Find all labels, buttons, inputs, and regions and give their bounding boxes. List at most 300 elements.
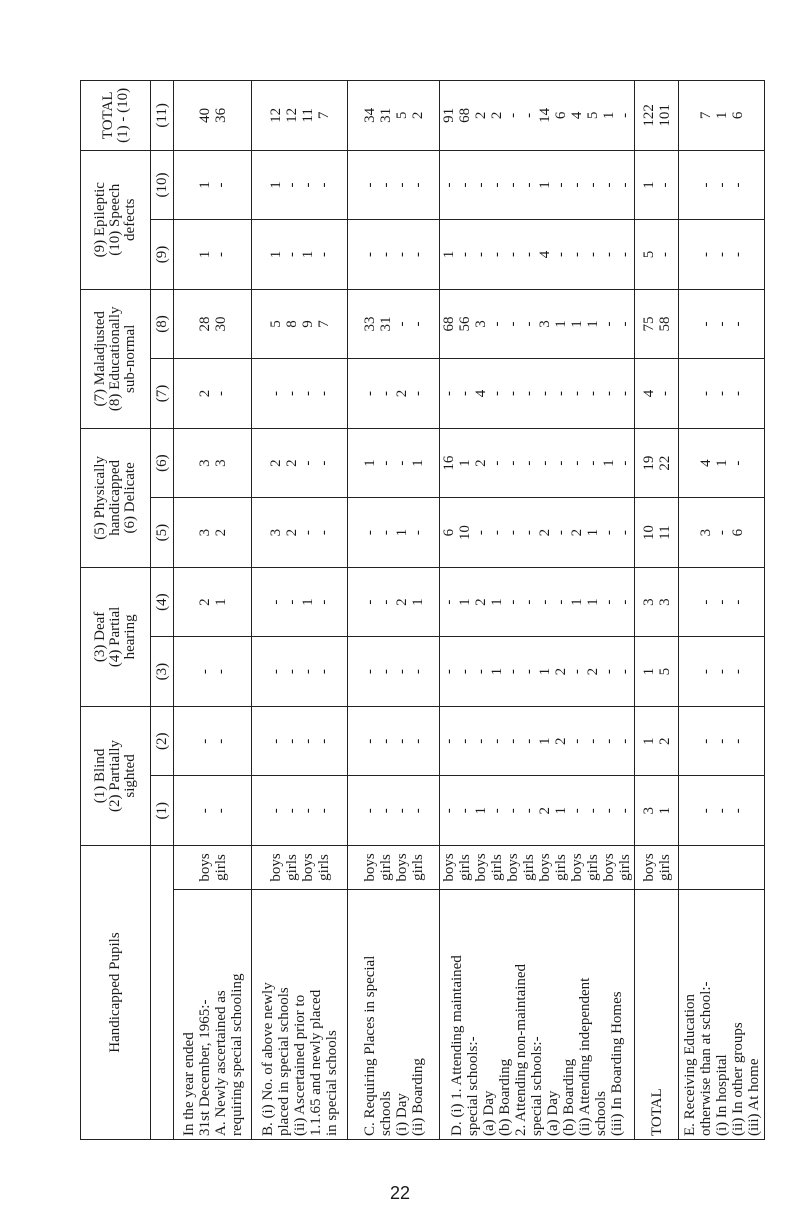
- cell-value: -: [377, 738, 394, 744]
- cell-value: -: [569, 738, 585, 744]
- value-cell: [252, 428, 348, 498]
- cell-value: -: [713, 182, 730, 188]
- gender-label: boys: [267, 853, 284, 882]
- row-label-line: 2. Attending non-maintained: [513, 963, 529, 1136]
- cell-value: -: [617, 460, 633, 466]
- cell-value: -: [601, 738, 617, 744]
- value-cell: [440, 428, 635, 498]
- cell-value: 5: [585, 111, 601, 120]
- cell-value: 1: [601, 459, 617, 467]
- cell-value: -: [315, 460, 332, 466]
- cell-value: -: [729, 669, 746, 675]
- cell-value: -: [212, 738, 229, 744]
- value-cell: [635, 289, 679, 359]
- cell-value: -: [553, 391, 569, 397]
- cell-value: -: [283, 738, 300, 744]
- value-cell: [348, 289, 440, 359]
- cell-value: -: [196, 669, 213, 675]
- cell-value: -: [196, 738, 213, 744]
- row-label-line: 1.1.65 and newly placed: [307, 989, 324, 1136]
- cell-value: -: [267, 808, 284, 814]
- cell-value: -: [505, 321, 521, 327]
- value-cell: [679, 567, 765, 637]
- col-number: (1): [151, 776, 174, 846]
- cell-value: -: [299, 808, 316, 814]
- cell-value: 3: [656, 598, 673, 606]
- cell-value: 8: [283, 320, 300, 328]
- cell-value: -: [212, 251, 229, 257]
- cell-value: 1: [457, 459, 473, 467]
- value-cell: [679, 81, 765, 151]
- cell-value: 3: [697, 528, 714, 537]
- cell-value: -: [361, 251, 378, 257]
- value-cell: [348, 428, 440, 498]
- row-label: [635, 890, 679, 1140]
- cell-value: -: [377, 251, 394, 257]
- cell-value: 2: [196, 598, 213, 606]
- gender-label: [698, 849, 714, 886]
- gender-label: boys: [441, 853, 457, 882]
- cell-value: -: [361, 669, 378, 675]
- cell-value: -: [697, 251, 714, 257]
- cell-value: -: [585, 460, 601, 466]
- cell-value: -: [617, 530, 633, 536]
- gender-label: girls: [489, 854, 505, 881]
- cell-value: -: [457, 808, 473, 814]
- cell-value: -: [393, 321, 410, 327]
- gender-label: girls: [553, 854, 569, 881]
- cell-value: -: [473, 530, 489, 536]
- cell-value: 1: [713, 111, 730, 120]
- cell-value: 6: [729, 111, 746, 120]
- value-cell: [252, 220, 348, 290]
- row-label-line: requiring special schooling: [228, 973, 245, 1136]
- value-cell: [348, 567, 440, 637]
- gender-label: girls: [377, 854, 394, 881]
- value-cell: [440, 498, 635, 568]
- cell-value: -: [441, 182, 457, 188]
- cell-value: -: [585, 251, 601, 257]
- cell-value: 9: [299, 320, 316, 328]
- row-label-line: (i) In hospital: [713, 1054, 730, 1136]
- cell-value: -: [585, 182, 601, 188]
- row-label-line: (b) Boarding: [497, 1058, 513, 1136]
- cell-value: 101: [656, 104, 673, 127]
- value-cell: [252, 498, 348, 568]
- value-cell: [252, 637, 348, 707]
- cell-value: -: [521, 251, 537, 257]
- row-label-line: schools: [377, 1091, 394, 1136]
- value-cell: [252, 289, 348, 359]
- cell-value: -: [553, 251, 569, 257]
- cell-value: -: [585, 391, 601, 397]
- cell-value: -: [393, 251, 410, 257]
- cell-value: -: [713, 391, 730, 397]
- cell-value: -: [505, 182, 521, 188]
- cell-value: 1: [267, 250, 284, 259]
- value-cell: [635, 81, 679, 151]
- cell-value: 22: [656, 455, 673, 471]
- header-blind: (1) Blind (2) Partially sighted: [81, 706, 151, 845]
- cell-value: -: [409, 321, 426, 327]
- cell-value: 2: [553, 667, 569, 676]
- row-label-line: in special schools: [323, 1030, 340, 1136]
- cell-value: 1: [585, 598, 601, 606]
- value-cell: [440, 220, 635, 290]
- cell-value: -: [521, 321, 537, 327]
- cell-value: 1: [489, 598, 505, 606]
- cell-value: -: [601, 669, 617, 675]
- cell-value: 7: [697, 111, 714, 120]
- cell-value: 1: [640, 181, 657, 189]
- cell-value: -: [585, 808, 601, 814]
- cell-value: 2: [393, 389, 410, 398]
- table-row: [252, 81, 348, 1140]
- cell-value: -: [393, 669, 410, 675]
- cell-value: -: [585, 738, 601, 744]
- value-cell: [635, 776, 679, 846]
- cell-value: 2: [267, 459, 284, 467]
- col-number: (10): [151, 150, 174, 220]
- cell-value: -: [283, 669, 300, 675]
- gender-labels: [174, 846, 252, 890]
- cell-value: -: [521, 530, 537, 536]
- cell-value: -: [489, 460, 505, 466]
- cell-value: 2: [473, 598, 489, 606]
- cell-value: -: [489, 182, 505, 188]
- row-label-line: (i) Day: [393, 1093, 410, 1136]
- cell-value: 1: [409, 459, 426, 467]
- row-label-line: 31st December, 1965:-: [196, 999, 213, 1136]
- cell-value: -: [729, 460, 746, 466]
- cell-value: 2: [569, 528, 585, 537]
- cell-value: -: [196, 808, 213, 814]
- cell-value: 11: [656, 525, 673, 540]
- row-label: [679, 890, 765, 1140]
- row-label-line: (a) Day: [545, 1090, 561, 1136]
- cell-value: -: [409, 391, 426, 397]
- row-label-line: (ii) In other groups: [729, 1022, 746, 1136]
- cell-value: 2: [212, 528, 229, 537]
- cell-value: 2: [409, 111, 426, 120]
- cell-value: 3: [640, 806, 657, 815]
- cell-value: -: [361, 738, 378, 744]
- gender-label: girls: [283, 854, 300, 881]
- cell-value: -: [441, 599, 457, 605]
- cell-value: 1: [457, 598, 473, 606]
- value-cell: [174, 428, 252, 498]
- cell-value: 3: [473, 320, 489, 328]
- cell-value: 4: [569, 111, 585, 120]
- col-number: (6): [151, 428, 174, 498]
- cell-value: 3: [212, 459, 229, 467]
- row-label-line: E. Receiving Education: [681, 993, 698, 1136]
- row-label-line: otherwise than at school:-: [697, 981, 714, 1136]
- gender-label: [730, 849, 746, 886]
- cell-value: -: [521, 112, 537, 118]
- cell-value: -: [569, 251, 585, 257]
- gender-label: girls: [521, 854, 537, 881]
- cell-value: 1: [713, 459, 730, 467]
- cell-value: 1: [569, 320, 585, 328]
- cell-value: -: [656, 391, 673, 397]
- col-number: (3): [151, 637, 174, 707]
- gender-label: boys: [196, 853, 213, 882]
- value-cell: [679, 150, 765, 220]
- cell-value: -: [713, 530, 730, 536]
- cell-value: 12: [267, 107, 284, 123]
- page-number: 22: [389, 1183, 411, 1203]
- row-label: [252, 890, 348, 1140]
- gender-label: boys: [299, 853, 316, 882]
- gender-label: boys: [505, 853, 521, 882]
- value-cell: [252, 567, 348, 637]
- cell-value: -: [569, 391, 585, 397]
- cell-value: -: [473, 182, 489, 188]
- cell-value: 58: [656, 316, 673, 332]
- cell-value: 1: [441, 250, 457, 259]
- cell-value: -: [553, 460, 569, 466]
- value-cell: [679, 637, 765, 707]
- cell-value: -: [361, 808, 378, 814]
- cell-value: 4: [640, 389, 657, 398]
- cell-value: -: [393, 738, 410, 744]
- cell-value: 1: [640, 667, 657, 676]
- cell-value: 1: [196, 181, 213, 189]
- cell-value: 1: [537, 181, 553, 189]
- cell-value: -: [489, 391, 505, 397]
- cell-value: -: [569, 669, 585, 675]
- cell-value: -: [505, 808, 521, 814]
- rotated-table: [80, 80, 800, 1140]
- cell-value: 2: [196, 389, 213, 398]
- row-label-line: special schools:-: [465, 1036, 481, 1136]
- cell-value: 1: [569, 598, 585, 606]
- cell-value: -: [267, 391, 284, 397]
- cell-value: 11: [299, 108, 316, 123]
- cell-value: 2: [283, 528, 300, 537]
- cell-value: -: [601, 530, 617, 536]
- cell-value: -: [377, 391, 394, 397]
- cell-value: -: [697, 738, 714, 744]
- cell-value: 1: [553, 320, 569, 328]
- cell-value: 10: [640, 525, 657, 541]
- cell-value: -: [601, 182, 617, 188]
- cell-value: -: [617, 738, 633, 744]
- gender-label: boys: [640, 853, 657, 882]
- value-cell: [679, 776, 765, 846]
- cell-value: -: [409, 669, 426, 675]
- cell-value: -: [505, 599, 521, 605]
- table-body: [174, 81, 765, 1140]
- table-container: [80, 80, 800, 1140]
- cell-value: -: [393, 460, 410, 466]
- cell-value: -: [441, 808, 457, 814]
- cell-value: 2: [537, 528, 553, 537]
- cell-value: 1: [196, 250, 213, 259]
- value-cell: [679, 498, 765, 568]
- cell-value: 6: [553, 111, 569, 120]
- cell-value: -: [569, 808, 585, 814]
- value-cell: [348, 637, 440, 707]
- cell-value: -: [697, 391, 714, 397]
- gender-label: girls: [457, 854, 473, 881]
- cell-value: 2: [283, 459, 300, 467]
- row-label-line: In the year ended: [180, 1032, 197, 1136]
- cell-value: 1: [409, 598, 426, 606]
- cell-value: 19: [640, 455, 657, 471]
- cell-value: -: [361, 530, 378, 536]
- cell-value: -: [505, 669, 521, 675]
- cell-value: 5: [656, 667, 673, 676]
- value-cell: [679, 359, 765, 429]
- cell-value: -: [361, 391, 378, 397]
- cell-value: -: [315, 599, 332, 605]
- cell-value: -: [729, 738, 746, 744]
- cell-value: 6: [729, 528, 746, 537]
- row-label-line: (iii) In Boarding Homes: [609, 991, 625, 1136]
- value-cell: [635, 637, 679, 707]
- value-cell: [635, 220, 679, 290]
- value-cell: [348, 706, 440, 776]
- value-cell: [252, 776, 348, 846]
- cell-value: 4: [537, 250, 553, 259]
- gender-label: girls: [315, 854, 332, 881]
- cell-value: -: [315, 391, 332, 397]
- value-cell: [440, 637, 635, 707]
- cell-value: -: [537, 599, 553, 605]
- value-cell: [679, 289, 765, 359]
- cell-value: -: [441, 669, 457, 675]
- cell-value: 1: [473, 806, 489, 815]
- row-label-line: TOTAL: [648, 1088, 665, 1136]
- cell-value: -: [521, 738, 537, 744]
- cell-value: -: [601, 391, 617, 397]
- cell-value: -: [473, 251, 489, 257]
- cell-value: -: [553, 182, 569, 188]
- cell-value: -: [393, 182, 410, 188]
- cell-value: 1: [656, 806, 673, 815]
- cell-value: 5: [267, 320, 284, 328]
- cell-value: -: [505, 112, 521, 118]
- cell-value: 1: [585, 320, 601, 328]
- cell-value: -: [283, 391, 300, 397]
- value-cell: [348, 776, 440, 846]
- cell-value: -: [409, 808, 426, 814]
- cell-value: 2: [489, 111, 505, 120]
- cell-value: 1: [299, 250, 316, 259]
- row-label: [348, 890, 440, 1140]
- cell-value: -: [441, 738, 457, 744]
- table-row: [348, 81, 440, 1140]
- cell-value: -: [283, 251, 300, 257]
- cell-value: -: [299, 391, 316, 397]
- cell-value: 1: [393, 528, 410, 537]
- cell-value: 6: [441, 528, 457, 537]
- gender-labels: [679, 846, 765, 890]
- cell-value: -: [505, 460, 521, 466]
- cell-value: 5: [393, 111, 410, 120]
- cell-value: -: [267, 669, 284, 675]
- cell-value: -: [377, 669, 394, 675]
- cell-value: -: [697, 182, 714, 188]
- value-cell: [635, 706, 679, 776]
- cell-value: -: [713, 738, 730, 744]
- row-label-line: (iii) At home: [745, 1058, 762, 1136]
- cell-value: 7: [315, 111, 332, 120]
- cell-value: -: [601, 251, 617, 257]
- value-cell: [252, 359, 348, 429]
- value-cell: [174, 498, 252, 568]
- cell-value: 3: [196, 459, 213, 467]
- col-number: (8): [151, 289, 174, 359]
- cell-value: -: [713, 251, 730, 257]
- gender-label: girls: [617, 854, 633, 881]
- value-cell: [635, 498, 679, 568]
- cell-value: 91: [441, 107, 457, 123]
- cell-value: -: [729, 599, 746, 605]
- cell-value: -: [601, 321, 617, 327]
- cell-value: 2: [393, 598, 410, 606]
- cell-value: -: [315, 808, 332, 814]
- cell-value: 36: [212, 107, 229, 123]
- cell-value: -: [212, 391, 229, 397]
- cell-value: 4: [473, 389, 489, 398]
- cell-value: -: [315, 530, 332, 536]
- cell-value: -: [315, 669, 332, 675]
- row-label-line: D. (i) 1. Attending maintained: [449, 955, 465, 1136]
- cell-value: 2: [473, 111, 489, 120]
- gender-label: boys: [537, 853, 553, 882]
- value-cell: [440, 150, 635, 220]
- cell-value: -: [299, 669, 316, 675]
- cell-value: -: [409, 251, 426, 257]
- cell-value: 30: [212, 316, 229, 332]
- cell-value: 10: [457, 525, 473, 541]
- cell-value: 5: [640, 250, 657, 259]
- value-cell: [440, 567, 635, 637]
- cell-value: -: [377, 808, 394, 814]
- header-pupils: Handicapped Pupils: [81, 846, 151, 1140]
- value-cell: [174, 220, 252, 290]
- value-cell: [679, 428, 765, 498]
- row-label-line: (a) Day: [481, 1090, 497, 1136]
- cell-value: 1: [640, 737, 657, 745]
- value-cell: [252, 81, 348, 151]
- cell-value: -: [505, 251, 521, 257]
- handicapped-pupils-table: [80, 80, 765, 1140]
- cell-value: -: [377, 599, 394, 605]
- cell-value: 4: [697, 459, 714, 467]
- row-label: [174, 890, 252, 1140]
- col-number: (2): [151, 706, 174, 776]
- cell-value: 75: [640, 316, 657, 332]
- gender-label: girls: [656, 854, 673, 881]
- cell-value: 12: [283, 107, 300, 123]
- cell-value: 31: [377, 107, 394, 123]
- cell-value: -: [601, 808, 617, 814]
- table-row: [635, 81, 679, 1140]
- cell-value: -: [409, 182, 426, 188]
- gender-labels: [635, 846, 679, 890]
- cell-value: 3: [267, 528, 284, 537]
- cell-value: -: [505, 738, 521, 744]
- cell-value: -: [299, 182, 316, 188]
- table-row: [440, 81, 635, 1140]
- row-label-line: schools: [593, 1091, 609, 1136]
- cell-value: -: [617, 808, 633, 814]
- row-label-line: (ii) Ascertained prior to: [291, 994, 308, 1136]
